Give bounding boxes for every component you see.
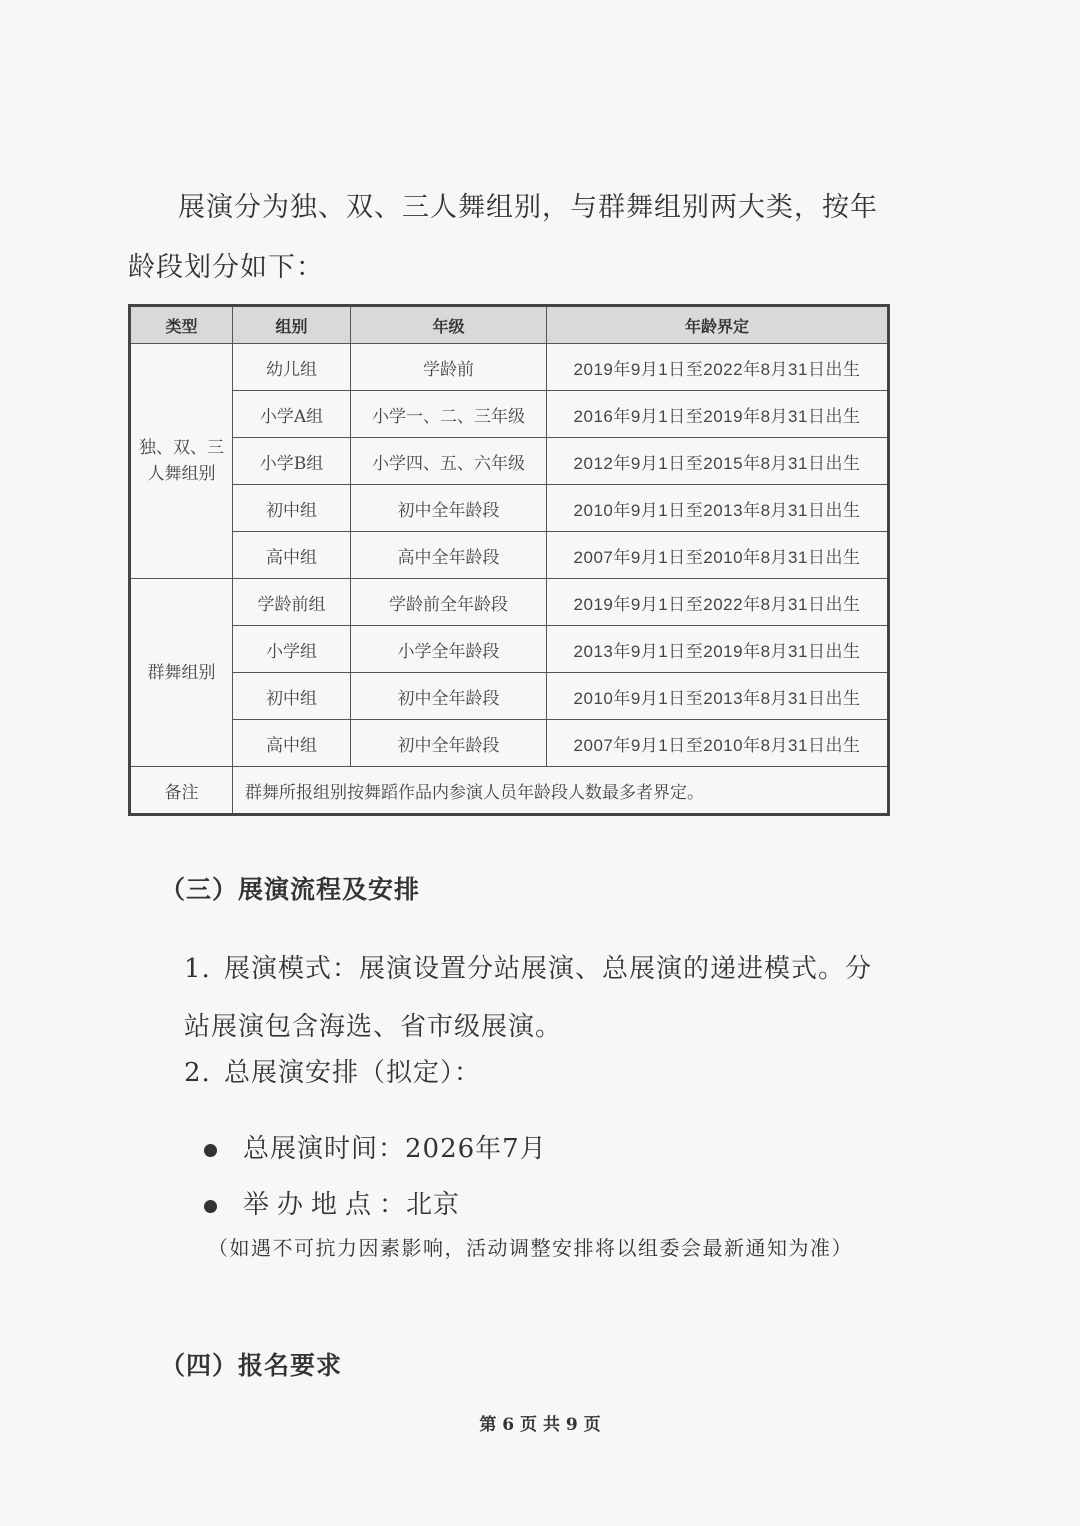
type-group-cell: 群舞组别 xyxy=(130,579,233,767)
age-cell: 2016年9月1日至2019年8月31日出生 xyxy=(547,391,889,438)
table-header-row xyxy=(130,306,889,344)
table-note-row xyxy=(130,767,889,815)
section-4-title: （四）报名要求 xyxy=(160,1351,343,1380)
group-cell: 高中组 xyxy=(233,532,351,579)
bullet-time-text: 总展演时间：2026年7月 xyxy=(243,1134,547,1164)
type-solo-cell: 独、双、三人舞组别 xyxy=(130,344,233,579)
table-row xyxy=(130,579,889,626)
intro-paragraph: 展演分为独、双、三人舞组别，与群舞组别两大类，按年龄段划分如下： xyxy=(128,192,878,283)
bullet-location-label: 举办地点 xyxy=(243,1190,380,1220)
grade-cell: 小学四、五、六年级 xyxy=(351,438,547,485)
list-item-2 xyxy=(184,1044,884,1102)
bullet-item-time xyxy=(204,1128,547,1165)
grade-cell: 初中全年龄段 xyxy=(351,673,547,720)
age-cell: 2013年9月1日至2019年8月31日出生 xyxy=(547,626,889,673)
note-label-cell: 备注 xyxy=(130,767,233,815)
bullet-icon xyxy=(204,1200,217,1213)
item-1-text: 展演模式：展演设置分站展演、总展演的递进模式。分站展演包含海选、省市级展演。 xyxy=(184,954,873,1042)
age-cell: 2007年9月1日至2010年8月31日出生 xyxy=(547,720,889,767)
group-cell: 高中组 xyxy=(233,720,351,767)
group-cell: 学龄前组 xyxy=(233,579,351,626)
note-text-cell: 群舞所报组别按舞蹈作品内参演人员年龄段人数最多者界定。 xyxy=(233,767,889,815)
list-item-1 xyxy=(184,940,884,1056)
table-row xyxy=(130,673,889,720)
bullet-icon xyxy=(204,1144,217,1157)
group-cell: 初中组 xyxy=(233,485,351,532)
table-row xyxy=(130,438,889,485)
group-cell: 小学A组 xyxy=(233,391,351,438)
age-group-table xyxy=(128,304,890,816)
group-cell: 初中组 xyxy=(233,673,351,720)
age-cell: 2019年9月1日至2022年8月31日出生 xyxy=(547,579,889,626)
group-cell: 小学B组 xyxy=(233,438,351,485)
item-2-number: 2. xyxy=(184,1058,211,1088)
header-group: 组别 xyxy=(233,306,351,344)
table-row xyxy=(130,391,889,438)
age-cell: 2010年9月1日至2013年8月31日出生 xyxy=(547,673,889,720)
group-cell: 小学组 xyxy=(233,626,351,673)
grade-cell: 高中全年龄段 xyxy=(351,532,547,579)
item-1-number: 1. xyxy=(184,954,211,984)
bullet-location-value: ：北京 xyxy=(379,1190,461,1220)
table-row xyxy=(130,720,889,767)
header-age: 年龄界定 xyxy=(547,306,889,344)
grade-cell: 初中全年龄段 xyxy=(351,485,547,532)
age-cell: 2010年9月1日至2013年8月31日出生 xyxy=(547,485,889,532)
grade-cell: 初中全年龄段 xyxy=(351,720,547,767)
section-3-title: （三）展演流程及安排 xyxy=(160,875,421,904)
header-grade: 年级 xyxy=(351,306,547,344)
header-type: 类型 xyxy=(130,306,233,344)
group-cell: 幼儿组 xyxy=(233,344,351,391)
bullet-item-location xyxy=(204,1184,460,1221)
page-number-footer: 第 6 页 共 9 页 xyxy=(479,1415,601,1435)
grade-cell: 小学全年龄段 xyxy=(351,626,547,673)
age-cell: 2019年9月1日至2022年8月31日出生 xyxy=(547,344,889,391)
age-cell: 2007年9月1日至2010年8月31日出生 xyxy=(547,532,889,579)
table-row xyxy=(130,344,889,391)
grade-cell: 学龄前 xyxy=(351,344,547,391)
grade-cell: 学龄前全年龄段 xyxy=(351,579,547,626)
grade-cell: 小学一、二、三年级 xyxy=(351,391,547,438)
age-cell: 2012年9月1日至2015年8月31日出生 xyxy=(547,438,889,485)
table-row xyxy=(130,626,889,673)
table-row xyxy=(130,532,889,579)
item-2-text: 总展演安排（拟定）： xyxy=(224,1058,482,1088)
table-row xyxy=(130,485,889,532)
force-majeure-note: （如遇不可抗力因素影响，活动调整安排将以组委会最新通知为准） xyxy=(208,1236,853,1260)
